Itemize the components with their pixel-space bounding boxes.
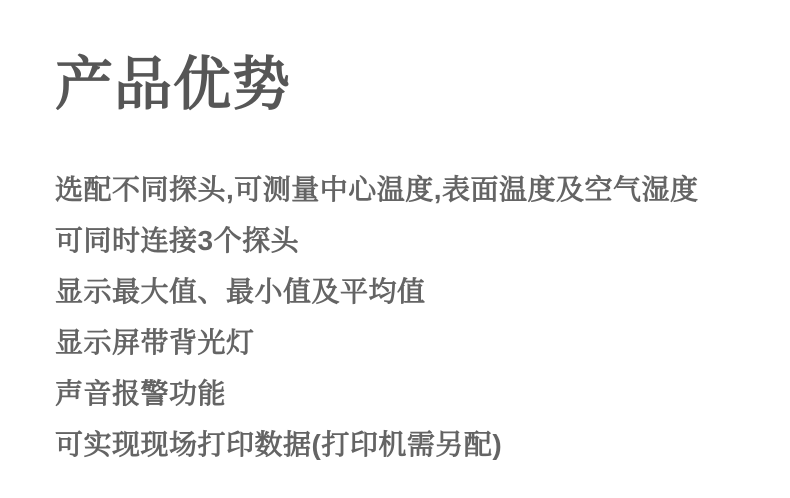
- feature-item: 可同时连接3个探头: [55, 225, 300, 256]
- feature-list: [55, 176, 770, 482]
- feature-item: 显示屏带背光灯: [55, 327, 255, 358]
- feature-item: 选配不同探头,可测量中心温度,表面温度及空气湿度: [55, 174, 699, 205]
- feature-item: 显示最大值、最小值及平均值: [55, 276, 426, 307]
- page-title: 产品优势: [55, 52, 292, 117]
- feature-item: 可实现现场打印数据(打印机需另配): [55, 429, 503, 460]
- feature-item: 声音报警功能: [55, 378, 227, 409]
